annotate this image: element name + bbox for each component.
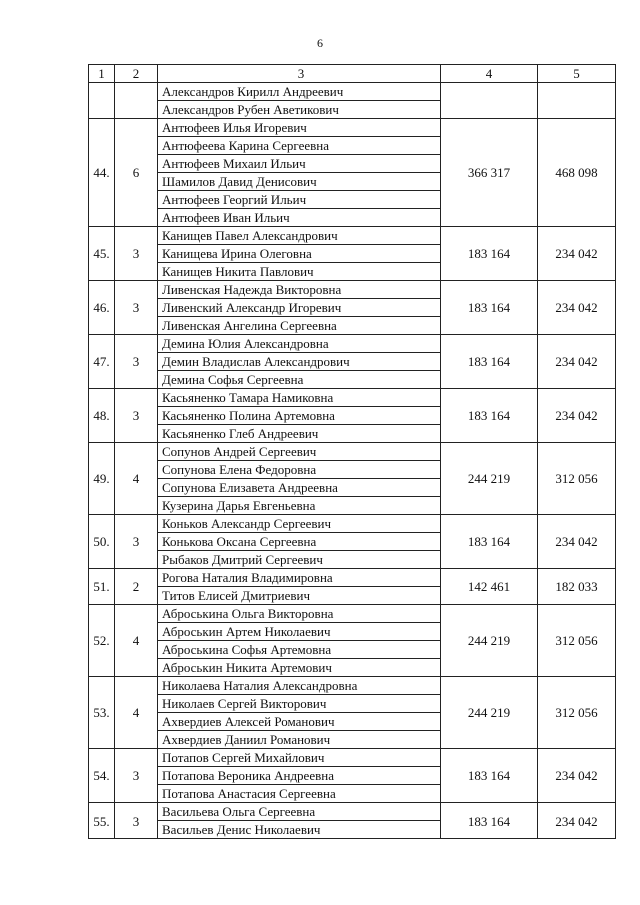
person-name: Васильев Денис Николаевич: [158, 821, 441, 839]
member-count: 4: [115, 605, 158, 677]
person-name: Антюфеев Михаил Ильич: [158, 155, 441, 173]
member-count: 3: [115, 803, 158, 839]
row-number: 47.: [89, 335, 115, 389]
person-name: Кузерина Дарья Евгеньевна: [158, 497, 441, 515]
person-name: Титов Елисей Дмитриевич: [158, 587, 441, 605]
member-count: 3: [115, 515, 158, 569]
member-count: 2: [115, 569, 158, 605]
person-name: Сопунова Елена Федоровна: [158, 461, 441, 479]
amount-col-5: [538, 83, 616, 119]
person-name: Сопунова Елизавета Андреевна: [158, 479, 441, 497]
member-count: 3: [115, 281, 158, 335]
header-col-2: 2: [115, 65, 158, 83]
header-col-1: 1: [89, 65, 115, 83]
header-col-3: 3: [158, 65, 441, 83]
person-name: Аброськин Артем Николаевич: [158, 623, 441, 641]
member-count: 6: [115, 119, 158, 227]
amount-col-5: 312 056: [538, 443, 616, 515]
person-name: Демина Юлия Александровна: [158, 335, 441, 353]
person-name: Александров Кирилл Андреевич: [158, 83, 441, 101]
amount-col-4: 183 164: [441, 389, 538, 443]
person-name: Аброськина Софья Артемовна: [158, 641, 441, 659]
person-name: Антюфеев Илья Игоревич: [158, 119, 441, 137]
table-row: [89, 281, 616, 299]
amount-col-4: [441, 83, 538, 119]
person-name: Николаев Сергей Викторович: [158, 695, 441, 713]
person-name: Потапова Анастасия Сергеевна: [158, 785, 441, 803]
row-number: 48.: [89, 389, 115, 443]
amount-col-5: 312 056: [538, 677, 616, 749]
table-row: [89, 335, 616, 353]
person-name: Касьяненко Полина Артемовна: [158, 407, 441, 425]
table-header-row: [89, 65, 616, 83]
member-count: 3: [115, 389, 158, 443]
person-name: Конькова Оксана Сергеевна: [158, 533, 441, 551]
person-name: Александров Рубен Аветикович: [158, 101, 441, 119]
amount-col-4: 244 219: [441, 677, 538, 749]
person-name: Аброськин Никита Артемович: [158, 659, 441, 677]
table-row: [89, 803, 616, 821]
row-number: 55.: [89, 803, 115, 839]
person-name: Антюфеева Карина Сергеевна: [158, 137, 441, 155]
amount-col-5: 312 056: [538, 605, 616, 677]
person-name: Потапов Сергей Михайлович: [158, 749, 441, 767]
row-number: 44.: [89, 119, 115, 227]
person-name: Ливенская Надежда Викторовна: [158, 281, 441, 299]
amount-col-4: 244 219: [441, 443, 538, 515]
person-name: Васильева Ольга Сергеевна: [158, 803, 441, 821]
amount-col-5: 234 042: [538, 227, 616, 281]
amount-col-4: 183 164: [441, 281, 538, 335]
table-row: [89, 569, 616, 587]
amount-col-4: 366 317: [441, 119, 538, 227]
row-number: 51.: [89, 569, 115, 605]
row-number: 53.: [89, 677, 115, 749]
amount-col-5: 234 042: [538, 281, 616, 335]
person-name: Рыбаков Дмитрий Сергеевич: [158, 551, 441, 569]
table-row: [89, 227, 616, 245]
member-count: 4: [115, 677, 158, 749]
person-name: Рогова Наталия Владимировна: [158, 569, 441, 587]
amount-col-5: 234 042: [538, 515, 616, 569]
person-name: Сопунов Андрей Сергеевич: [158, 443, 441, 461]
amount-col-5: 468 098: [538, 119, 616, 227]
member-count: 3: [115, 749, 158, 803]
row-number: 45.: [89, 227, 115, 281]
member-count: 3: [115, 227, 158, 281]
row-number: 49.: [89, 443, 115, 515]
row-number: [89, 83, 115, 119]
person-name: Ливенская Ангелина Сергеевна: [158, 317, 441, 335]
table-row: [89, 605, 616, 623]
person-name: Касьяненко Тамара Намиковна: [158, 389, 441, 407]
person-name: Антюфеев Иван Ильич: [158, 209, 441, 227]
person-name: Антюфеев Георгий Ильич: [158, 191, 441, 209]
table-row: [89, 749, 616, 767]
member-count: 4: [115, 443, 158, 515]
table-row: [89, 443, 616, 461]
amount-col-4: 244 219: [441, 605, 538, 677]
person-name: Ливенский Александр Игоревич: [158, 299, 441, 317]
header-col-4: 4: [441, 65, 538, 83]
page-number: 6: [317, 36, 323, 50]
person-name: Демина Софья Сергеевна: [158, 371, 441, 389]
row-number: 50.: [89, 515, 115, 569]
amount-col-5: 234 042: [538, 389, 616, 443]
person-name: Потапова Вероника Андреевна: [158, 767, 441, 785]
person-name: Демин Владислав Александрович: [158, 353, 441, 371]
person-name: Николаева Наталия Александровна: [158, 677, 441, 695]
table-row: [89, 515, 616, 533]
person-name: Канищева Ирина Олеговна: [158, 245, 441, 263]
amount-col-4: 142 461: [441, 569, 538, 605]
row-number: 52.: [89, 605, 115, 677]
table-row: [89, 677, 616, 695]
header-col-5: 5: [538, 65, 616, 83]
person-name: Касьяненко Глеб Андреевич: [158, 425, 441, 443]
amount-col-4: 183 164: [441, 227, 538, 281]
person-name: Ахвердиев Алексей Романович: [158, 713, 441, 731]
person-name: Канищев Никита Павлович: [158, 263, 441, 281]
families-table: [88, 64, 616, 839]
table-body: [89, 83, 616, 839]
person-name: Аброськина Ольга Викторовна: [158, 605, 441, 623]
table-row: [89, 83, 616, 101]
amount-col-5: 182 033: [538, 569, 616, 605]
amount-col-4: 183 164: [441, 515, 538, 569]
row-number: 46.: [89, 281, 115, 335]
person-name: Канищев Павел Александрович: [158, 227, 441, 245]
table-row: [89, 119, 616, 137]
member-count: 3: [115, 335, 158, 389]
person-name: Коньков Александр Сергеевич: [158, 515, 441, 533]
amount-col-4: 183 164: [441, 749, 538, 803]
amount-col-4: 183 164: [441, 803, 538, 839]
row-number: 54.: [89, 749, 115, 803]
amount-col-5: 234 042: [538, 335, 616, 389]
amount-col-4: 183 164: [441, 335, 538, 389]
amount-col-5: 234 042: [538, 749, 616, 803]
person-name: Шамилов Давид Денисович: [158, 173, 441, 191]
member-count: [115, 83, 158, 119]
table-row: [89, 389, 616, 407]
amount-col-5: 234 042: [538, 803, 616, 839]
person-name: Ахвердиев Даниил Романович: [158, 731, 441, 749]
